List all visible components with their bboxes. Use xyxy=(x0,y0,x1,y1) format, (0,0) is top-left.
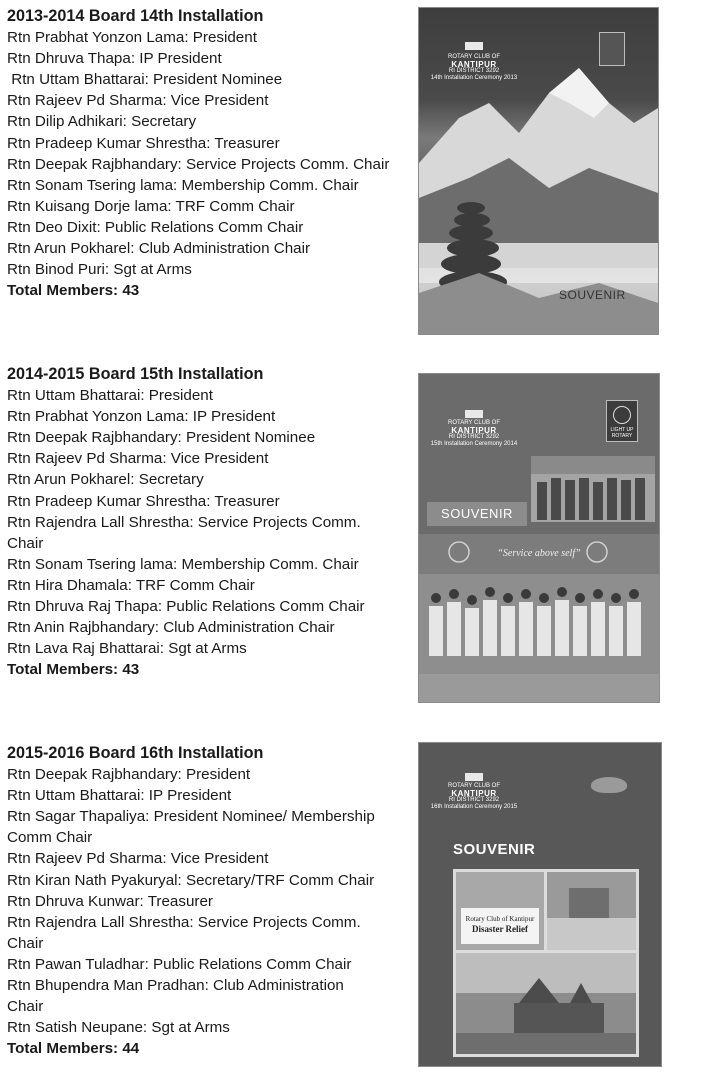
board-member-line: Rtn Arun Pokharel: Club Administration Chair xyxy=(7,240,311,258)
souvenir-cover-2015 xyxy=(418,742,662,1067)
board-title: 2014-2015 Board 15th Installation xyxy=(7,365,264,383)
board-member-line: Rtn Uttam Bhattarai: President xyxy=(7,387,213,405)
board-member-line: Rtn Hira Dhamala: TRF Comm Chair xyxy=(7,576,255,594)
total-members: Total Members: 44 xyxy=(7,1040,140,1058)
board-member-line: Rtn Rajendra Lall Shrestha: Service Projects Comm. Chair xyxy=(7,513,361,552)
board-title: 2015-2016 Board 16th Installation xyxy=(7,744,264,762)
board-member-line: Rtn Deepak Rajbhandary: President Nominee xyxy=(7,429,316,447)
board-member-line: Rtn Satish Neupane: Sgt at Arms xyxy=(7,1019,230,1037)
rotary-logo-icon xyxy=(465,410,483,418)
board-member-line: Rtn Rajeev Pd Sharma: Vice President xyxy=(7,92,269,110)
disaster-relief-banner: Rotary Club of Kantipur Disaster Relief xyxy=(465,915,535,934)
board-section-2014 xyxy=(0,360,709,710)
board-member-line: Rtn Dhruva Thapa: IP President xyxy=(7,50,222,68)
cover-souvenir-title: SOUVENIR xyxy=(441,506,513,521)
board-member-line: Rtn Uttam Bhattarai: IP President xyxy=(7,787,232,805)
board-member-line: Rtn Sonam Tsering lama: Membership Comm. Chair xyxy=(7,555,359,573)
board-member-line: Rtn Deo Dixit: Public Relations Comm Chair xyxy=(7,218,304,236)
board-member-line: Rtn Pawan Tuladhar: Public Relations Comm Chair xyxy=(7,955,352,973)
rotary-logo-icon xyxy=(465,773,483,781)
cover-club-text: ROTARY CLUB OF KANTIPUR RI DISTRICT 3292 15th Installation Ceremony 2014 xyxy=(430,420,518,447)
cover-club-text: ROTARY CLUB OF KANTIPUR RI DISTRICT 3292 16th Installation Ceremony 2015 xyxy=(430,783,518,810)
board-member-line: Rtn Rajeev Pd Sharma: Vice President xyxy=(7,850,269,868)
board-member-line: Rtn Sonam Tsering lama: Membership Comm. Chair xyxy=(7,176,359,194)
board-member-line: Rtn Deepak Rajbhandary: President xyxy=(7,766,251,784)
board-member-line: Rtn Kiran Nath Pyakuryal: Secretary/TRF Comm Chair xyxy=(7,871,375,889)
board-member-line: Rtn Dhruva Kunwar: Treasurer xyxy=(7,892,213,910)
board-member-line: Rtn Kuisang Dorje lama: TRF Comm Chair xyxy=(7,197,295,215)
cover-souvenir-title: SOUVENIR xyxy=(453,841,536,858)
board-member-line: Rtn Lava Raj Bhattarai: Sgt at Arms xyxy=(7,640,247,658)
rotary-badge-icon xyxy=(599,32,625,66)
board-member-line: Rtn Rajeev Pd Sharma: Vice President xyxy=(7,450,269,468)
board-member-line: Rtn Arun Pokharel: Secretary xyxy=(7,471,204,489)
board-section-2013 xyxy=(0,0,709,340)
cover-souvenir-title: SOUVENIR xyxy=(559,288,626,302)
board-member-line: Rtn Pradeep Kumar Shrestha: Treasurer xyxy=(7,492,280,510)
board-member-line: Rtn Sagar Thapaliya: President Nominee/ Membership Comm Chair xyxy=(7,808,375,847)
board-title: 2013-2014 Board 14th Installation xyxy=(7,7,264,25)
globe-logo-icon xyxy=(591,777,627,793)
board-text-2015 xyxy=(7,743,407,1059)
rotary-logo-icon xyxy=(465,42,483,50)
board-member-line: Rtn Deepak Rajbhandary: Service Projects Comm. Chair xyxy=(7,155,390,173)
board-member-line: Rtn Binod Puri: Sgt at Arms xyxy=(7,261,192,279)
board-member-line: Rtn Rajendra Lall Shrestha: Service Projects Comm. Chair xyxy=(7,913,361,952)
cover-motto: “Service above self” xyxy=(497,548,581,559)
board-member-line: Rtn Dilip Adhikari: Secretary xyxy=(7,113,197,131)
board-member-line: Rtn Prabhat Yonzon Lama: IP President xyxy=(7,408,276,426)
board-text-2013 xyxy=(7,6,407,301)
board-member-line: Rtn Pradeep Kumar Shrestha: Treasurer xyxy=(7,134,280,152)
rotary-wheel-icon xyxy=(613,406,631,424)
board-member-line: Rtn Prabhat Yonzon Lama: President xyxy=(7,29,257,47)
board-text-2014 xyxy=(7,364,407,680)
board-member-line: Rtn Bhupendra Man Pradhan: Club Administration Chair xyxy=(7,977,344,1016)
board-member-line: Rtn Dhruva Raj Thapa: Public Relations Comm Chair xyxy=(7,598,365,616)
board-member-line: Rtn Uttam Bhattarai: President Nominee xyxy=(7,71,283,89)
total-members: Total Members: 43 xyxy=(7,282,140,300)
cover-club-text: ROTARY CLUB OF KANTIPUR RI DISTRICT 3292 14th Installation Ceremony 2013 xyxy=(430,54,518,81)
board-section-2015 xyxy=(0,735,709,1080)
board-member-line: Rtn Anin Rajbhandary: Club Administration Chair xyxy=(7,619,335,637)
souvenir-cover-2014 xyxy=(418,373,660,703)
souvenir-cover-2013 xyxy=(418,7,659,335)
total-members: Total Members: 43 xyxy=(7,661,140,679)
light-up-rotary-badge: LIGHT UP ROTARY xyxy=(606,400,638,442)
